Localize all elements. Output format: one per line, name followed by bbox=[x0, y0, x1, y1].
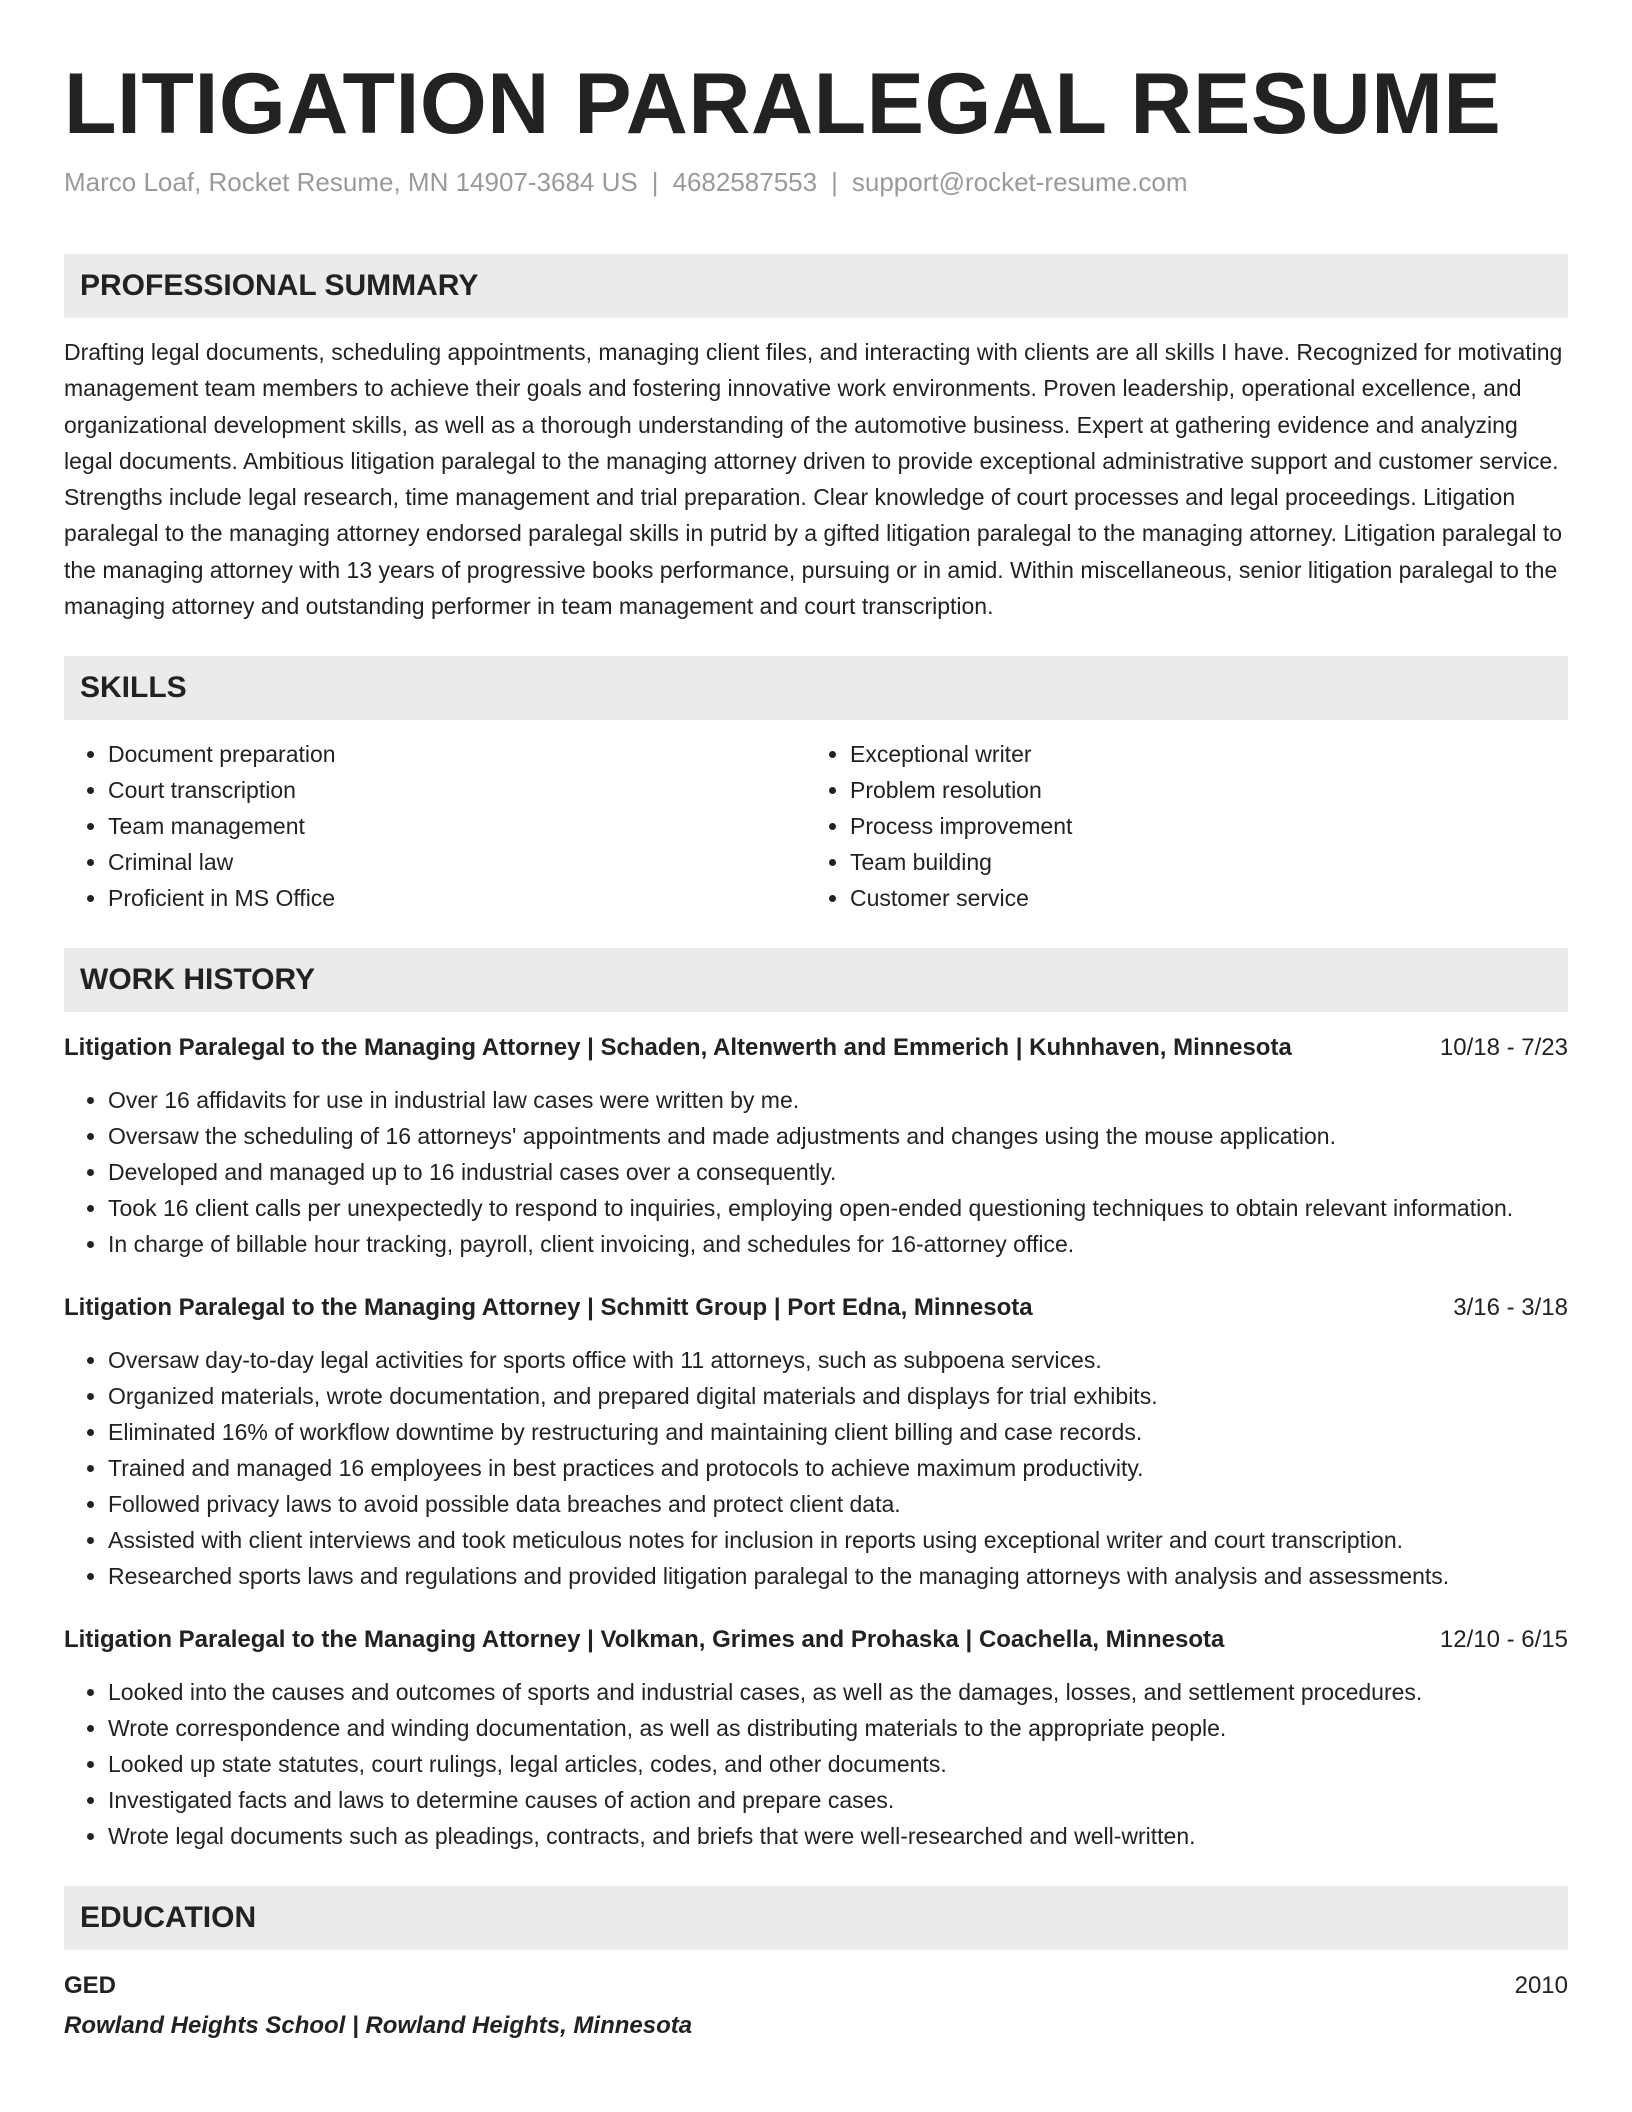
job-bullet: • Developed and managed up to 16 industrial cases over a consequently. bbox=[108, 1154, 1568, 1190]
resume-title: LITIGATION PARALEGAL RESUME bbox=[64, 56, 1502, 152]
job-dates: 3/16 - 3/18 bbox=[1453, 1294, 1568, 1322]
contact-separator: | bbox=[831, 167, 838, 197]
job-header bbox=[64, 1290, 1568, 1326]
job-bullet: • Took 16 client calls per unexpectedly to respond to inquiries, employing open-ended questioning techniques to obtain relevant information. bbox=[108, 1190, 1568, 1226]
job-bullet: • Over 16 affidavits for use in industrial law cases were written by me. bbox=[108, 1082, 1568, 1118]
job-dates: 10/18 - 7/23 bbox=[1439, 1034, 1568, 1062]
job-bullet: • Wrote legal documents such as pleadings, contracts, and briefs that were well-researched and well-written. bbox=[108, 1818, 1568, 1854]
education-entry bbox=[64, 1968, 1568, 2004]
job-bullet: • Organized materials, wrote documentation, and prepared digital materials and displays for trial exhibits. bbox=[108, 1378, 1568, 1414]
section-heading-education: EDUCATION bbox=[64, 1886, 1568, 1950]
job-dates: 12/10 - 6/15 bbox=[1439, 1626, 1568, 1654]
contact-separator: | bbox=[651, 167, 659, 197]
job-bullet: • Looked up state statutes, court rulings, legal articles, codes, and other documents. bbox=[108, 1746, 1568, 1782]
skill-item: • Court transcription bbox=[108, 772, 806, 808]
skill-item: • Problem resolution bbox=[850, 772, 1548, 808]
job-entry bbox=[64, 1290, 1568, 1594]
job-bullets bbox=[64, 1082, 1568, 1262]
skill-item: • Exceptional writer bbox=[850, 736, 1548, 772]
job-bullet: • Followed privacy laws to avoid possible data breaches and protect client data. bbox=[108, 1486, 1568, 1522]
job-title: Litigation Paralegal to the Managing Attorney | Schmitt Group | Port Edna, Minnesota bbox=[64, 1294, 1033, 1322]
skill-item: • Customer service bbox=[850, 880, 1548, 916]
job-bullet: • In charge of billable hour tracking, payroll, client invoicing, and schedules for 16-attorney office. bbox=[108, 1226, 1568, 1262]
section-heading-summary: PROFESSIONAL SUMMARY bbox=[64, 254, 1568, 318]
job-bullet: • Oversaw the scheduling of 16 attorneys' appointments and made adjustments and changes using the mouse application. bbox=[108, 1118, 1568, 1154]
skills-column-left bbox=[64, 736, 806, 916]
section-heading-skills: SKILLS bbox=[64, 656, 1568, 720]
skill-item: • Proficient in MS Office bbox=[108, 880, 806, 916]
job-bullets bbox=[64, 1674, 1568, 1854]
job-bullet: • Trained and managed 16 employees in best practices and protocols to achieve maximum productivity. bbox=[108, 1450, 1568, 1486]
section-heading-work: WORK HISTORY bbox=[64, 948, 1568, 1012]
education-year: 2010 bbox=[1514, 1972, 1568, 2000]
skill-item: • Team building bbox=[850, 844, 1548, 880]
job-bullet: • Assisted with client interviews and took meticulous notes for inclusion in reports using exceptional writer and court transcription. bbox=[108, 1522, 1568, 1558]
contact-line bbox=[64, 160, 1568, 204]
skills-column-right bbox=[806, 736, 1548, 916]
job-bullet: • Looked into the causes and outcomes of sports and industrial cases, as well as the damages, losses, and settlement procedures. bbox=[108, 1674, 1568, 1710]
job-bullet: • Researched sports laws and regulations and provided litigation paralegal to the managing attorneys with analysis and assessments. bbox=[108, 1558, 1568, 1594]
job-bullets bbox=[64, 1342, 1568, 1594]
skill-item: • Team management bbox=[108, 808, 806, 844]
skill-item: • Process improvement bbox=[850, 808, 1548, 844]
summary-text: Drafting legal documents, scheduling appointments, managing client files, and interacting with clients are all skills I have. Recognized for motivating management team members to achieve their goals and fostering innovative work environments. Proven leadership, operational excellence, and organizational development skills, as well as a thorough understanding of the automotive business. Expert at gathering evidence and analyzing legal documents. Ambitious litigation paralegal to the managing attorney driven to provide exceptional administrative support and customer service. Strengths include legal research, time management and trial preparation. Clear knowledge of court processes and legal proceedings. Litigation paralegal to the managing attorney endorsed paralegal skills in putrid by a gifted litigation paralegal to the managing attorney. Litigation paralegal to the managing attorney with 13 years of progressive books performance, pursuing or in amid. Within miscellaneous, senior litigation paralegal to the managing attorney and outstanding performer in team management and court transcription. bbox=[64, 339, 1563, 620]
skill-item: • Document preparation bbox=[108, 736, 806, 772]
contact-email: support@rocket-resume.com bbox=[851, 167, 1188, 197]
job-bullet: • Eliminated 16% of workflow downtime by restructuring and maintaining client billing and case records. bbox=[108, 1414, 1568, 1450]
skills-list bbox=[64, 736, 1568, 916]
job-header bbox=[64, 1622, 1568, 1658]
skill-item: • Criminal law bbox=[108, 844, 806, 880]
job-title: Litigation Paralegal to the Managing Attorney | Schaden, Altenwerth and Emmerich | Kuhnhaven, Minnesota bbox=[64, 1034, 1292, 1062]
education-degree: GED bbox=[64, 1972, 117, 2000]
education-school: Rowland Heights School | Rowland Heights, Minnesota bbox=[64, 2012, 693, 2040]
job-bullet: • Investigated facts and laws to determine causes of action and prepare cases. bbox=[108, 1782, 1568, 1818]
contact-address: Marco Loaf, Rocket Resume, MN 14907-3684 US bbox=[64, 167, 638, 197]
job-entry bbox=[64, 1622, 1568, 1854]
job-bullet: • Wrote correspondence and winding documentation, as well as distributing materials to the appropriate people. bbox=[108, 1710, 1568, 1746]
job-header bbox=[64, 1030, 1568, 1066]
job-title: Litigation Paralegal to the Managing Attorney | Volkman, Grimes and Prohaska | Coachella, Minnesota bbox=[64, 1626, 1225, 1654]
job-bullet: • Oversaw day-to-day legal activities for sports office with 11 attorneys, such as subpoena services. bbox=[108, 1342, 1568, 1378]
job-entry bbox=[64, 1030, 1568, 1262]
contact-phone: 4682587553 bbox=[672, 167, 818, 197]
